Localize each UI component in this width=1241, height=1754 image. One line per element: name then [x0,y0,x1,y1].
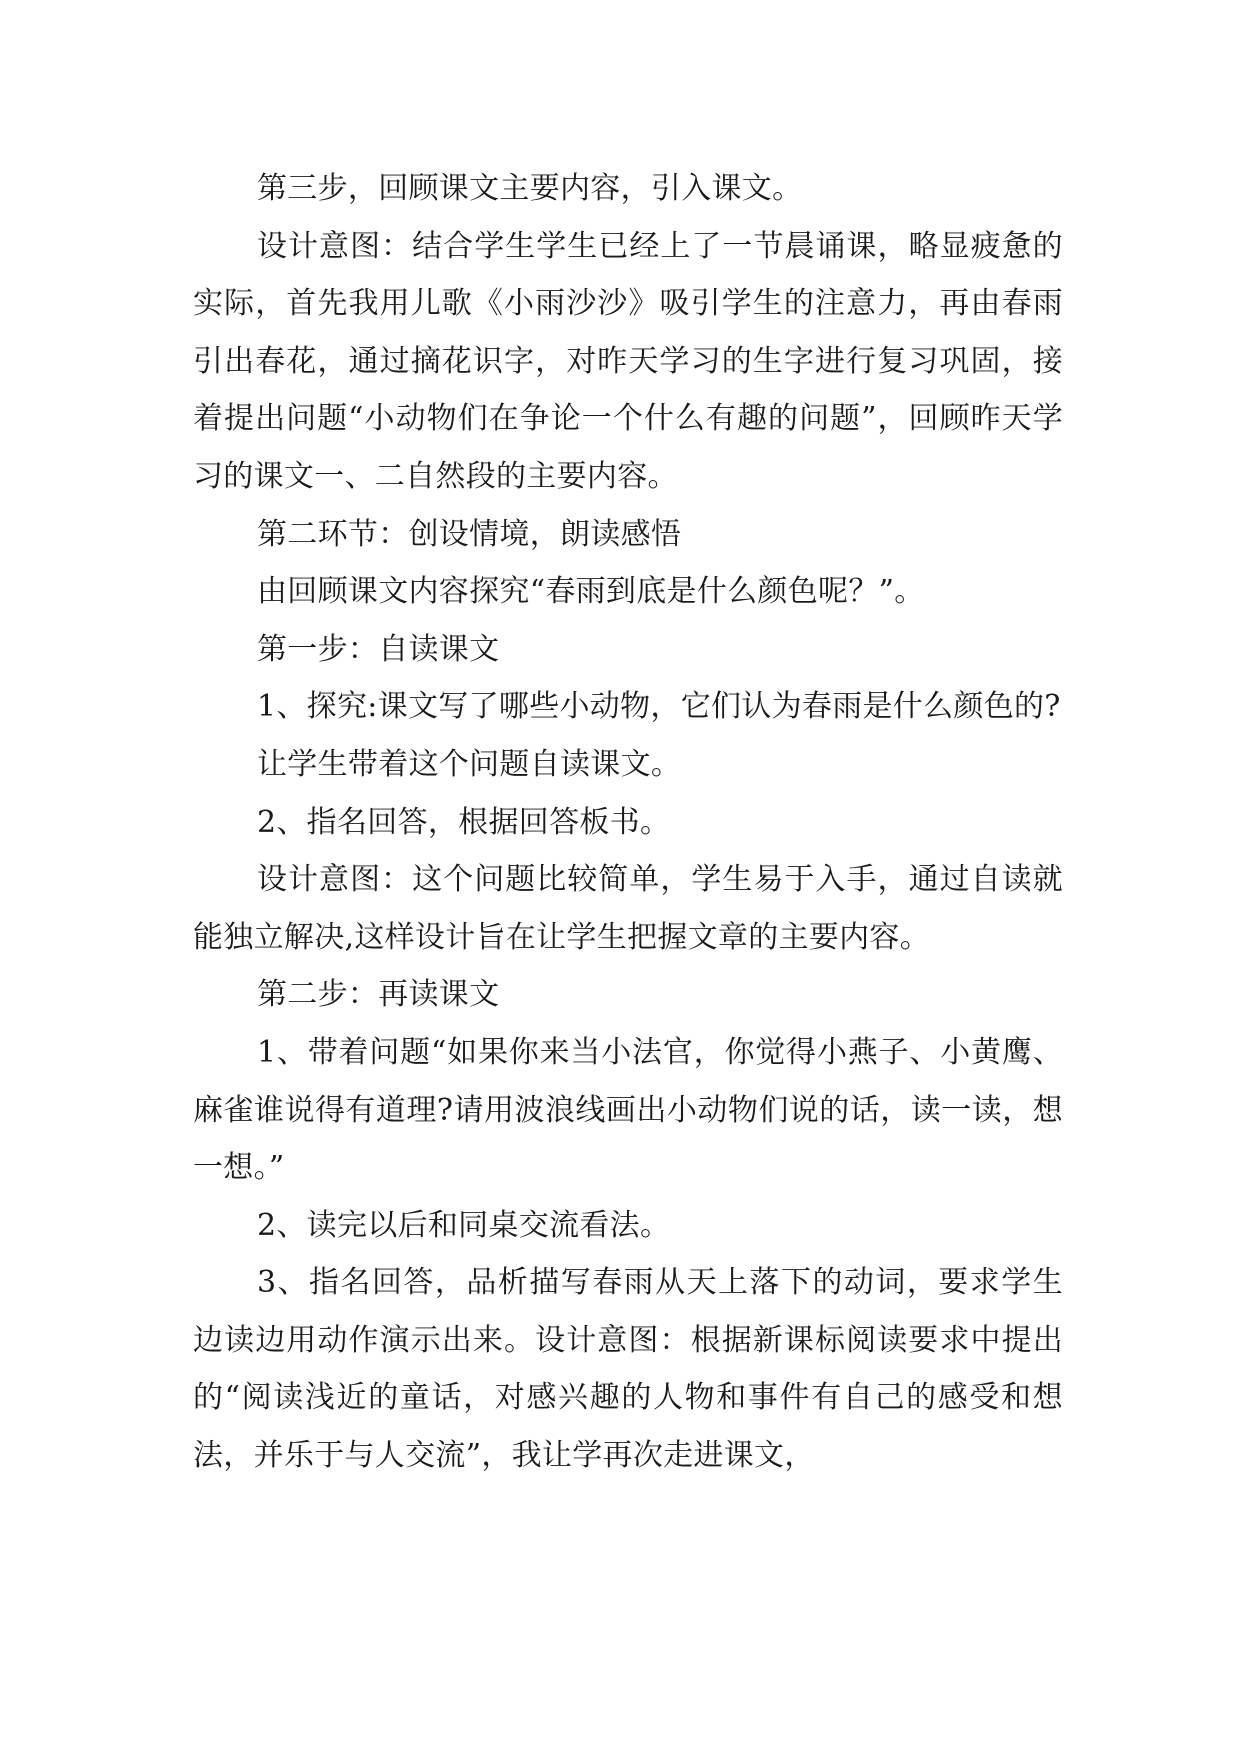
paragraph-design-intent-1: 设计意图：结合学生学生已经上了一节晨诵课，略显疲惫的实际，首先我用儿歌《小雨沙沙》吸引学生的注意力，再由春雨引出春花，通过摘花识字，对昨天学习的生字进行复习巩固，接着提出问题“小动物们在争论一个什么有趣的问题”，回顾昨天学习的课文一、二自然段的主要内容。 [193,228,1063,494]
paragraph-step-one: 第一步：自读课文 [257,631,500,667]
paragraph-section-two-heading: 第二环节：创设情境，朗读感悟 [257,516,682,552]
paragraph-step-three: 第三步，回顾课文主要内容，引入课文。 [257,171,803,206]
paragraph-reread-item-1: 1、带着问题“如果你来当小法官，你觉得小燕子、小黄鹰、麻雀谁说得有道理?请用波浪线画出小动物们说的话，读一读，想一想。” [193,1034,1063,1186]
paragraph-reread-item-2: 2、读完以后和同桌交流看法。 [257,1207,671,1243]
document-body [193,160,1063,1485]
paragraph-reread-item-3: 3、指名回答，品析描写春雨从天上落下的动词，要求学生边读边用动作演示出来。设计意图：根据新课标阅读要求中提出的“阅读浅近的童话，对感兴趣的人物和事件有自己的感受和想法，并乐于与人交流”，我让学再次走进课文， [193,1265,1063,1474]
paragraph-design-intent-2: 设计意图：这个问题比较简单，学生易于入手，通过自读就能独立解决,这样设计旨在让学生把握文章的主要内容。 [193,862,1063,955]
paragraph-step-two: 第二步：再读课文 [257,977,500,1013]
paragraph-explore-question: 由回顾课文内容探究“春雨到底是什么颜色呢？”。 [257,574,925,610]
paragraph-self-read: 让学生带着这个问题自读课文。 [257,746,682,782]
paragraph-answer-item-2: 2、指名回答，根据回答板书。 [257,804,671,840]
paragraph-explore-item-1: 1、探究:课文写了哪些小动物，它们认为春雨是什么颜色的? [257,689,1061,725]
